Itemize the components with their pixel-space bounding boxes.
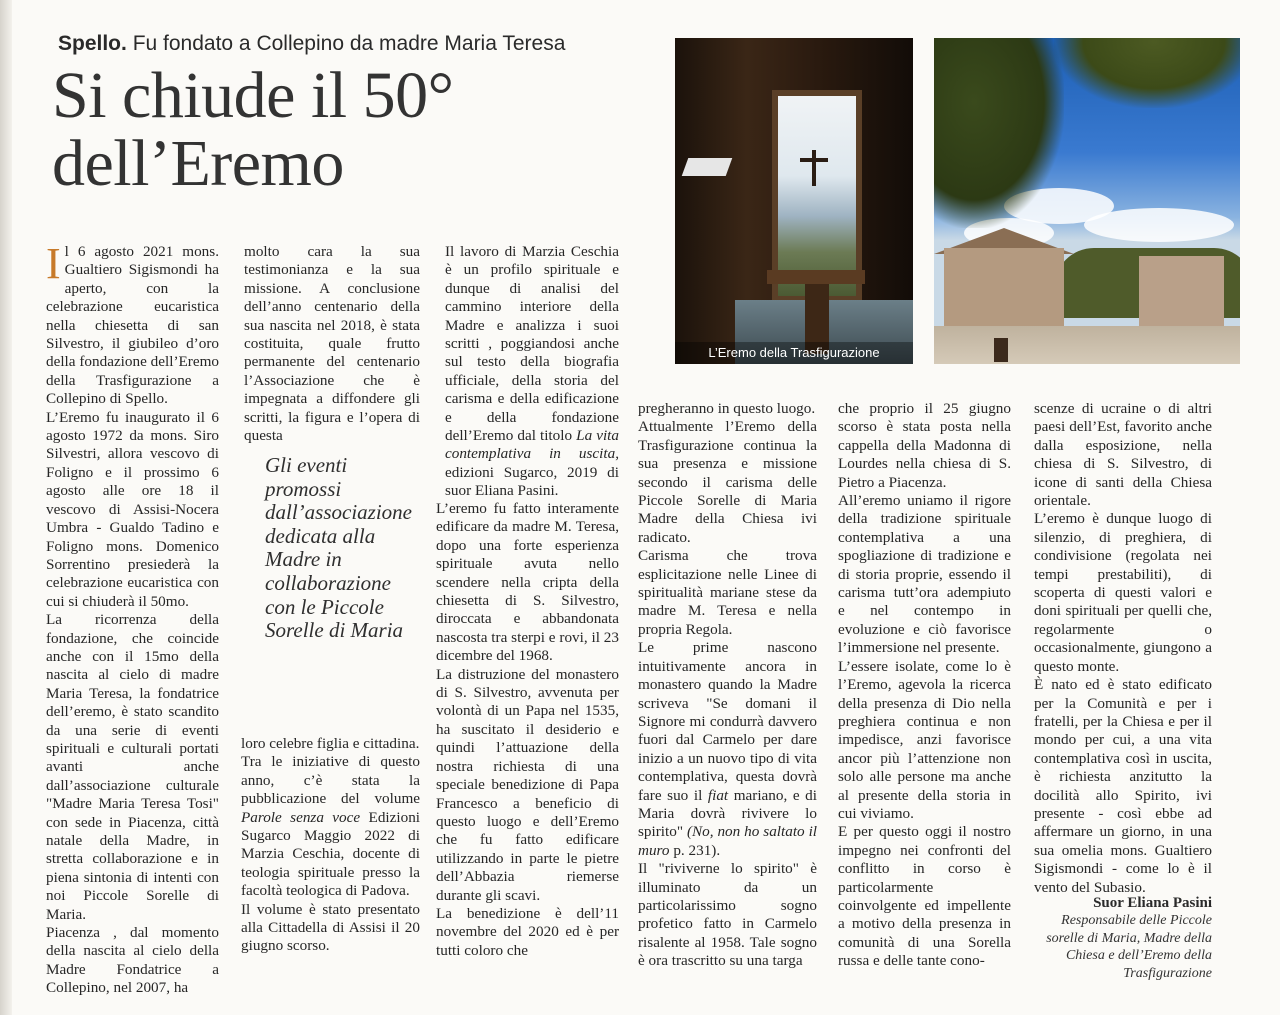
paragraph: All’eremo uniamo il rigore della tradizione spirituale contemplativa a una spogliazione di tradizione e di storia proprie, essendo il carisma tutt’ora adempiuto e nel contempo in evoluzione e ciò favorisce l’immersione nel presente.	[838, 492, 1011, 657]
open-book-icon	[682, 158, 733, 176]
paragraph: La ricorrenza della fondazione, che coincide anche con il 15mo della nascita al cielo di madre Maria Teresa, la fondatrice dell’eremo, è stato scandito da una serie di eventi spirituali e culturali portati avanti anche dall’associazione culturale "Madre Maria Teresa Tosi" con sede in Piacenza, città natale della Madre, in stretta collaborazione e in piena sintonia di intenti con noi Piccole Sorelle di Maria.	[46, 611, 219, 923]
column-5	[838, 400, 1011, 971]
paragraph: Il "riviverne lo spirito" è illuminato da un particolarissimo sogno profetico fatto in Carmelo risalente al 1958. Tale sogno è ora trascritto su una targa	[638, 860, 817, 970]
altar-shape	[767, 270, 865, 284]
crucifix-icon	[812, 150, 816, 186]
door-shape	[994, 338, 1008, 362]
author-signature	[1034, 894, 1212, 982]
column-4	[638, 400, 817, 971]
paragraph: Attualmente l’Eremo della Trasfigurazione continua la sua presenza e missione secondo il carisma delle Piccole Sorelle di Maria Madre della Chiesa ivi radicato.	[638, 418, 817, 546]
photo-eremo-interior	[675, 38, 913, 364]
paragraph: Il lavoro di Marzia Ceschia è un profilo spirituale e dunque di analisi del cammino interiore della Madre e analizza i suoi scritti , poggiandosi anche sul testo della biografia ufficiale, della storia del carisma e della edificazione e della fondazione dell’Eremo dal titolo	[445, 243, 619, 445]
column-1	[46, 239, 219, 998]
paragraph: che proprio il 25 giugno scorso è stata posta nella cappella della Madonna di Lourdes nella chiesa di S. Pietro a Piacenza.	[838, 400, 1011, 491]
paragraph: scenze di ucraine o di altri paesi dell’Est, favorito anche dalla esposizione, nella chiesa di S. Silvestro, di icone di santi della Chiesa orientale.	[1034, 400, 1212, 510]
paragraph: Edizioni Sugarco Maggio 2022 di Marzia Ceschia, docente di teologia spirituale presso la facoltà teologica di Padova.	[241, 808, 421, 900]
column-6	[1034, 400, 1212, 897]
stone-building-small	[1139, 256, 1224, 326]
paragraph: Tra le iniziative di questo anno, c’è stata la pubblicazione del volume	[241, 753, 420, 808]
paragraph: pregheranno in questo luogo.	[638, 400, 816, 417]
paragraph: La distruzione del monastero di S. Silvestro, avvenuta per volontà di un Papa nel 1535, ha suscitato il desiderio e quindi l’attuazione della nostra richiesta di una speciale benedizione di Papa Francesco a beneficio di questo luogo e dell’Eremo che fu fatto edificare utilizzando in parte le pietre dell’Abbazia riemerse durante gli scavi.	[436, 665, 619, 904]
paragraph: E per questo oggi il nostro impegno nei confronti del conflitto in corso è particolarmente coinvolgente ed impellente a motivo della presenza in comunità di una Sorella russa e delle tante cono-	[838, 823, 1011, 970]
column-3	[445, 243, 619, 501]
paragraph: molto cara la sua testimonianza e la sua missione. A conclusione dell’anno centenario della sua nascita nel 2018, è stata costituita, quale frutto permanente del centenario l’Associazione che è impegnata a diffondere gli scritti, la figura e l’opera di questa	[244, 243, 420, 445]
drop-cap: I	[46, 239, 61, 288]
kicker-place: Spello.	[58, 32, 127, 55]
paragraph: L’essere isolate, come lo è l’Eremo, agevola la ricerca della presenza di Dio nella preghiera continua e non impedisce, anzi favorisce ancor più l’attenzione non solo alle persone ma anche al presente della storia in cui viviamo.	[838, 657, 1011, 822]
paragraph: , edizioni Sugarco, 2019 di suor Eliana Pasini.	[445, 445, 619, 500]
headline-line-1: Si chiude il 50°	[52, 59, 454, 132]
column-2-bottom	[241, 735, 420, 956]
paragraph: L’Eremo fu inaugurato il 6 agosto 1972 da mons. Siro Silvestri, allora vescovo di Foligno e il prossimo 6 agosto alle ore 18 il vescovo di Assisi-Nocera Umbra - Gualdo Tadino e Foligno mons. Domenico Sorrentino presiederà la celebrazione eucaristica con cui si chiuderà il 50mo.	[46, 408, 219, 610]
paragraph: loro celebre figlia e cittadina.	[241, 735, 420, 752]
photo-caption: L’Eremo della Trasfigurazione	[675, 342, 913, 364]
window-shape	[778, 96, 856, 296]
column-3-bottom	[436, 500, 619, 960]
paragraph: L’eremo fu fatto interamente edificare da madre M. Teresa, dopo una forte esperienza spirituale avuta nello scendere nella cripta della chiesetta di S. Silvestro, diroccata e abbandonata nascosta tra sterpi e rovi, il 23 dicembre del 1968.	[436, 500, 619, 665]
author-role: Responsabile delle Piccole sorelle di Maria, Madre della Chiesa e dell’Eremo della Trasfigurazione	[1046, 913, 1212, 981]
paragraph: Le prime nascono intuitivamente ancora in monastero quando la Madre scriveva "Se domani il Signore mi condurrà davvero fuori dal Carmelo per dare inizio a un nuovo tipo di vita contemplativa, questa dovrà fare suo il	[638, 639, 817, 804]
headline-line-2: dell’Eremo	[52, 127, 344, 200]
paragraph: Carisma che trova esplicitazione nelle Linee di spiritualità mariane stese da madre M. Teresa e nella propria Regola.	[638, 547, 817, 638]
author-name: Suor Eliana Pasini	[1093, 895, 1212, 911]
paragraph: l 6 agosto 2021 mons. Gualtiero Sigismondi ha aperto, con la celebrazione eucaristica nella chiesetta di san Silvestro, il giubileo d’oro della fondazione dell’Eremo della Trasfigurazione a Collepino di Spello.	[46, 243, 219, 408]
column-2	[244, 243, 420, 445]
book-title: Parole senza voce	[241, 808, 361, 826]
paragraph: La benedizione è dell’11 novembre del 2020 ed è per tutti coloro che	[436, 904, 619, 959]
paragraph: Piacenza , dal momento della nascita al cielo della Madre Fondatrice a Collepino, nel 2007, ha	[46, 924, 219, 997]
photo-eremo-exterior	[934, 38, 1240, 364]
paragraph: p. 231).	[673, 841, 721, 859]
italic-quote: (No, non ho saltato il muro	[638, 823, 818, 859]
book-title: La vita contemplativa in uscita	[445, 427, 619, 463]
paragraph: L’eremo è dunque luogo di silenzio, di preghiera, di condivisione (regolata nei tempi prestabiliti), di scoperta di questi valori e doni spirituali per quelli che, regolarmente o occasionalmente, giungono a questo monte.	[1034, 510, 1212, 675]
tree-shape	[934, 38, 1064, 228]
paragraph: Il volume è stato presentato alla Cittadella di Assisi il 20 giugno scorso.	[241, 900, 420, 955]
article-kicker	[58, 32, 658, 56]
article-headline	[52, 59, 652, 200]
italic-word: fiat	[707, 786, 729, 804]
paragraph: mariano, e di Maria dovrà rivivere lo spirito"	[638, 786, 817, 841]
page-edge	[0, 0, 12, 1015]
kicker-text: Fu fondato a Collepino da madre Maria Teresa	[126, 32, 566, 55]
pull-quote: Gli eventi promossi dall’associazione dedicata alla Madre in collaborazione con le Piccole Sorelle di Maria	[265, 453, 412, 643]
paragraph: È nato ed è stato edificato per la Comunità e per i fratelli, per la Chiesa e per il mondo per cui, a una vita contemplativa così in uscita, è richiesta anzitutto la docilità allo Spirito, ivi presente - così ebbe ad affermare un giorno, in una sua omelia mons. Gualtiero Sigismondi - come lo è il vento del Subasio.	[1034, 676, 1212, 896]
